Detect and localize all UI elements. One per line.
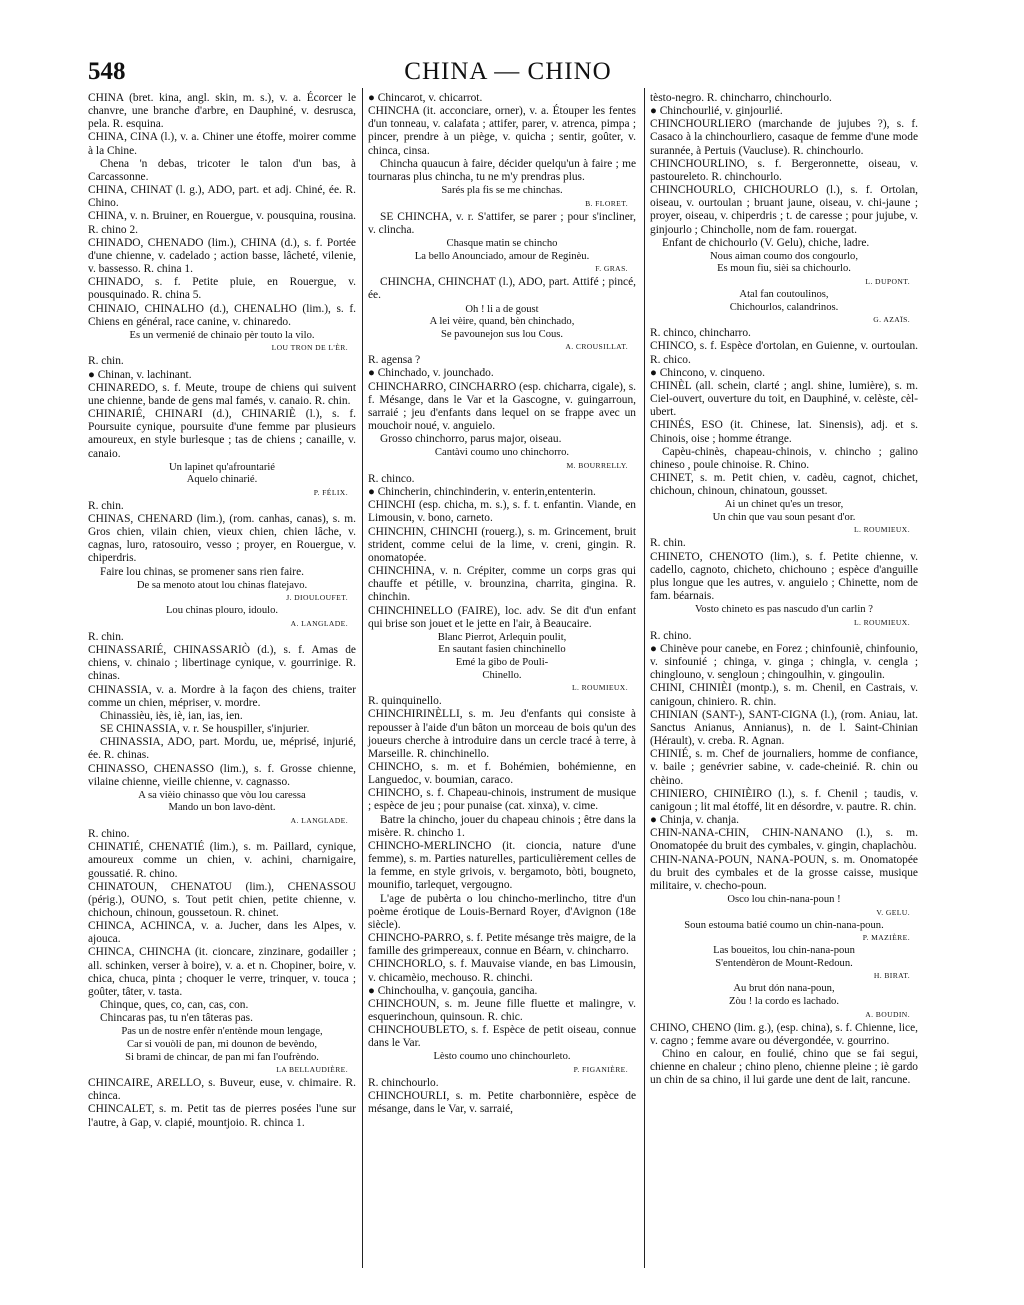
page-number: 548 xyxy=(88,58,126,85)
entry-subsense: Enfant de chichourlo (V. Gelu), chiche, ladre. xyxy=(662,236,870,249)
dictionary-entry: CHINAIO, CHINALHO (d.), CHENALHO (lim.), s. f. Chiens en général, race canine, v. chinaredo. xyxy=(88,302,356,328)
quotation xyxy=(650,983,918,1008)
quotation-source: L. ROUMIEUX. xyxy=(571,683,628,693)
dictionary-entry: CHINASSIA, v. a. Mordre à la façon des chiens, traiter comme un chien, mépriser, v. mordre. xyxy=(88,683,356,709)
quotation-line: S'entendèron de Mount-Redoun. xyxy=(715,957,853,969)
dictionary-entry: CHINÉS, ESO (it. Chinese, lat. Sinensis), adj. et s. Chinois, oise ; homme étrange. xyxy=(650,419,918,445)
quotation-line: Atal fan coutoulinos, xyxy=(739,289,829,301)
quotation xyxy=(650,604,918,617)
entry-subsense: SE CHINASSIA, v. r. Se houspiller, s'injurier. xyxy=(100,723,310,736)
dictionary-entry: CHINCAIRE, ARELLO, s. Buveur, euse, v. chimaire. R. chinca. xyxy=(88,1077,356,1103)
quotation-line: Es moun fiu, sièi sa chichourlo. xyxy=(717,263,851,275)
dictionary-entry: ● Chinchourlié, v. ginjourlié. xyxy=(650,105,783,118)
dictionary-entry: CHINARIÉ, CHINARI (d.), CHINARIÈ (l.), s. f. Poursuite cynique, poursuite d'une femme par plusieurs amoureux, en style burlesque ; tas de chiens ; canaille, v. canaio. xyxy=(88,408,356,460)
quotation-source: LA BELLAUDIÈRE. xyxy=(276,1065,348,1075)
quotation-line: Si brami de chincar, de pan mi fan l'oufrèndo. xyxy=(125,1051,319,1063)
quotation-line: Aquelo chinarié. xyxy=(186,474,258,486)
dictionary-entry: CHINATIÉ, CHENATIÉ (lim.), s. m. Paillard, cynique, amoureux comme un chien, v. achini, charnigaire, goussatié. R. chino. xyxy=(88,841,356,880)
entry-subsense: Faire lou chinas, se promener sans rien faire. xyxy=(100,565,305,578)
entry-subsense: Grosso chinchorro, parus major, oiseau. xyxy=(380,433,562,446)
dictionary-entry: CHINCHIN, CHINCHI (rouerg.), s. m. Grincement, bruit strident, comme celui de la lime, v. creni, gingin. R. onomatopée. xyxy=(368,525,636,564)
dictionary-column-1 xyxy=(88,92,356,1130)
entry-subsense: Capèu-chinès, chapeau-chinois, v. chincho ; galino chineso , poule chinoise. R. Chino. xyxy=(650,445,918,471)
dictionary-entry: CHINI, CHINIÈI (montp.), s. m. Chenil, en Castrais, v. canigoun, chiniero. R. chin. xyxy=(650,682,918,708)
dictionary-column-2 xyxy=(368,92,636,1117)
quotation xyxy=(88,605,356,618)
dictionary-entry: CHINA, CHINAT (l. g.), ADO, part. et adj. Chiné, ée. R. Chino. xyxy=(88,184,356,210)
dictionary-entry: CHINCHOURLO, CHICHOURLO (l.), s. f. Ortolan, oiseau, v. ourtoulan ; bruant jaune, oiseau, v. chi-jaune ; proyer, oiseau, v. chiperdris ; t. de caresse ; pour jujube, v. ginjourlo ; Chincholle, nom de fam. rouergat. xyxy=(650,184,918,236)
etymology-reference: R. chin. xyxy=(88,355,124,368)
quotation-line: Blanc Pierrot, Arlequin poulit, xyxy=(437,631,567,643)
dictionary-entry: ● Chinchado, v. jounchado. xyxy=(368,367,494,380)
dictionary-entry: CHINCO, s. f. Espèce d'ortolan, en Guienne, v. ourtoulan. R. chico. xyxy=(650,340,918,366)
quotation-line: Chinello. xyxy=(482,669,522,681)
etymology-reference: R. agensa ? xyxy=(368,354,421,367)
quotation-source: L. DUPONT. xyxy=(865,277,910,287)
dictionary-entry: CHINIAN (SANT-), SANT-CIGNA (l.), (rom. Aniau, lat. Sanctus Anianus, Annianus), n. de l. Saint-Chinian (Hérault), v. creba. R. Agnan. xyxy=(650,708,918,748)
quotation-source: A. LANGLADE. xyxy=(290,816,348,826)
quotation-source: J. DIOULOUFET. xyxy=(286,593,348,603)
quotation xyxy=(650,920,918,933)
quotation xyxy=(368,447,636,460)
quotation-line: Emé la gibo de Pouli- xyxy=(455,657,549,669)
quotation-source: L. ROUMIEUX. xyxy=(853,617,910,627)
dictionary-entry: CHINAREDO, s. f. Meute, troupe de chiens qui suivent une chienne, bande de gens mal famés, v. canaio. R. chin. xyxy=(88,381,356,407)
dictionary-entry: CHINATOUN, CHENATOU (lim.), CHENASSOU (périg.), OUNO, s. Tout petit chien, petite chienne, v. chichoun, chinoun, goussetoun. R. chinet. xyxy=(88,880,356,919)
quotation-source: P. MAZIÈRE. xyxy=(862,933,910,943)
quotation-source: P. FÉLIX. xyxy=(313,487,348,497)
entry-subsense: SE CHINCHA, v. r. S'attifer, se parer ; pour s'incliner, v. clincha. xyxy=(368,210,636,236)
etymology-reference: R. chino. xyxy=(88,828,130,841)
quotation xyxy=(368,238,636,263)
entry-subsense: CHINCHA, CHINCHAT (l.), ADO, part. Attifé ; pincé, ée. xyxy=(368,276,636,302)
etymology-reference: R. quinquinello. xyxy=(368,695,442,708)
quotation-source: F. GRAS. xyxy=(595,264,628,274)
quotation xyxy=(650,289,918,314)
quotation-line: Zòu ! la cordo es lachado. xyxy=(728,995,839,1007)
quotation-line: Nous aiman coumo dos congourlo, xyxy=(710,250,858,262)
dictionary-entry: CHINCHOURLINO, s. f. Bergeronnette, oiseau, v. pastoureleto. R. chinchourlo. xyxy=(650,157,918,183)
quotation-source: M. BOURRELLY. xyxy=(566,460,628,470)
quotation-line: Chasque matin se chincho xyxy=(446,238,558,249)
quotation-source: G. AZAÏS. xyxy=(873,315,910,325)
quotation-source: H. BIRAT. xyxy=(873,971,910,981)
dictionary-entry: CHINA (bret. kina, angl. skin, m. s.), v. a. Écorcer le chanvre, une branche d'arbre, en Dauphiné, v. desrusca, pela. R. esquina. xyxy=(88,92,356,131)
dictionary-entry: ● Chinan, v. lachinant. xyxy=(88,368,192,381)
quotation-line: De sa menoto atout lou chinas flatejavo. xyxy=(136,579,308,591)
quotation-line: Cantàvi coumo uno chinchorro. xyxy=(434,447,570,459)
quotation xyxy=(650,499,918,524)
dictionary-entry: CHINCHOUBLETO, s. f. Espèce de petit oiseau, connue dans le Var. xyxy=(368,1024,636,1050)
quotation-line: La bello Anounciado, amour de Reginèu. xyxy=(414,250,590,262)
quotation-source: V. GELU. xyxy=(876,907,910,917)
dictionary-entry: CHINASSARIÉ, CHINASSARIÒ (d.), s. f. Amas de chiens, v. chinaio ; libertinage cynique, v. gourrinige. R. chinas. xyxy=(88,644,356,683)
quotation xyxy=(650,894,918,907)
dictionary-entry: CHINCHARRO, CINCHARRO (esp. chicharra, cigale), s. f. Mésange, dans le Var et la Gascogne, v. guingarroun, sarraié ; jeu d'enfants dans lequel on se frappe avec un mouchoir noué, v. anguielo. xyxy=(368,380,636,433)
quotation-source: A. CROUSILLAT. xyxy=(565,342,628,352)
quotation-source: A. LANGLADE. xyxy=(290,618,348,628)
etymology-reference: R. chin. xyxy=(88,630,124,643)
entry-subsense: Chena 'n debas, tricoter le talon d'un bas, à Carcassonne. xyxy=(88,157,356,183)
dictionary-entry: CHINCHI (esp. chicha, m. s.), s. f. t. enfantin. Viande, en Limousin, v. bono, carneto. xyxy=(368,499,636,525)
quotation-line: Ai un chinet qu'es un tresor, xyxy=(724,499,844,511)
quotation-line: Lèsto coumo uno chinchourleto. xyxy=(433,1051,571,1063)
dictionary-entry: ● Chinja, v. chanja. xyxy=(650,814,740,827)
dictionary-entry: CHINCHOURLI, s. m. Petite charbonnière, espèce de mésange, dans le Var, v. sarraié, xyxy=(368,1090,636,1116)
quotation-source: A. BOUDIN. xyxy=(865,1009,910,1019)
dictionary-entry: CHINCA, CHINCHA (it. cioncare, zinzinare, godailler ; all. schinken, verser à boire), v. a. et n. Chopiner, boire, v. chica, chuca, pinta ; choquer le verre, trinquer, v. touca ; goûter, tâter, v. tasta. xyxy=(88,946,356,998)
column-divider xyxy=(362,88,363,1268)
dictionary-entry: CHINCHORLO, s. f. Mauvaise viande, en bas Limousin, v. chicamèio, mechouso. R. chinchi. xyxy=(368,958,636,984)
quotation-line: Sarés pla fis se me chinchas. xyxy=(441,185,563,197)
etymology-reference: R. chinco, chincharro. xyxy=(650,327,751,340)
quotation-line: A lei vèire, quand, bèn chinchado, xyxy=(429,316,575,328)
quotation-source: L. ROUMIEUX. xyxy=(853,525,910,535)
dictionary-entry: ● Chincarot, v. chicarrot. xyxy=(368,92,483,104)
entry-subsense: Chino en calour, en foulié, chino que se fai segui, chienne en chaleur ; chino pleno, chienne pleine ; iè gardo un chin de sa chino, il lui garde une dent de lait, rancune. xyxy=(650,1047,918,1087)
dictionary-entry: ● Chincherin, chinchinderin, v. enterin,ententerin. xyxy=(368,486,596,499)
quotation-line: Se pavounejon sus lou Cous. xyxy=(440,328,564,340)
entry-subsense: CHINASSIA, ADO, part. Mordu, ue, méprisé, injurié, ée. R. chinas. xyxy=(88,736,356,762)
quotation-line: Lou chinas plouro, idoulo. xyxy=(165,605,279,617)
quotation-line: Mando un bon lavo-dènt. xyxy=(168,802,276,814)
dictionary-entry: CHINCHINA, v. n. Crépiter, comme un corps gras qui chauffe et pétille, v. brounzina, charrita, gingina. R. chinchin. xyxy=(368,565,636,604)
dictionary-entry: CHINCHOURLIERO (marchande de jujubes ?), s. f. Casaco à la chinchourliero, casaque de femme d'une mode surannée, à Pertuis (Vaucluse). R. chinchourlo. xyxy=(650,118,918,157)
quotation-line: Un lapinet qu'afrountarié xyxy=(168,461,276,473)
dictionary-entry: CHINADO, s. f. Petite pluie, en Rouergue, v. pousquinado. R. china 5. xyxy=(88,276,356,302)
dictionary-entry: CHINCHO, s. f. Chapeau-chinois, instrument de musique ; espèce de jeu ; pour punaise (cat. xinxa), v. cime. xyxy=(368,787,636,813)
dictionary-entry: CHIN-NANA-CHIN, CHIN-NANANO (l.), s. m. Onomatopée du bruit des cymbales, v. gingin, chaplachòu. xyxy=(650,827,918,853)
quotation xyxy=(88,580,356,593)
quotation-line: Vosto chineto es pas nascudo d'un carlin ? xyxy=(695,604,873,616)
quotation-source: B. FLORET. xyxy=(585,198,628,208)
dictionary-entry: ● Chinève pour canebe, en Forez ; chinfouniè, chinfounio, v. sinfounié ; chinga, v. ginga ; chingla, v. cengla ; chinglouno, v. sengloun ; chingoulhin, v. gingoulin. xyxy=(650,643,918,682)
dictionary-entry: CHINIÉ, s. m. Chef de journaliers, homme de confiance, v. baile ; genévrier sabine, v. cade-cheinié. R. chin ou chèino. xyxy=(650,748,918,787)
entry-subsense: Chincaras pas, tu n'en tâteras pas. xyxy=(100,1012,253,1025)
dictionary-entry: CHINCHOUN, s. m. Jeune fille fluette et malingre, v. esquerinchoun, quinsoun. R. chic. xyxy=(368,997,636,1023)
etymology-reference: R. chinchourlo. xyxy=(368,1077,439,1090)
page-header xyxy=(88,58,928,92)
dictionary-entry: CHINCHO, s. m. et f. Bohémien, bohémienne, en Languedoc, v. boumian, caraco. xyxy=(368,761,636,787)
quotation xyxy=(88,462,356,487)
quotation-source: P. FIGANIÈRE. xyxy=(573,1065,628,1075)
dictionary-entry: CHINASSO, CHENASSO (lim.), s. f. Grosse chienne, vilaine chienne, vieille chienne, v. cagnasso. xyxy=(88,762,356,788)
quotation xyxy=(368,1051,636,1064)
quotation-line: Soun estouma batié coumo un chin-nana-poun. xyxy=(684,919,884,931)
quotation xyxy=(368,632,636,682)
quotation-line: En sautant fasien chinchinello xyxy=(438,644,566,656)
quotation-line: Osco lou chin-nana-poun ! xyxy=(727,893,841,905)
quotation-line: Chichourlos, calandrinos. xyxy=(729,301,839,313)
quotation xyxy=(88,790,356,815)
dictionary-entry: CHINCHIRINÈLLI, s. m. Jeu d'enfants qui consiste à repousser à l'aide d'un bâton un morceau de bois qu'un des joueurs cherche à introduire dans un cercle tracé à terre, à Marseille. R. chinchinello. xyxy=(368,708,636,760)
etymology-reference: R. chin. xyxy=(88,499,124,512)
dictionary-entry: CHINCHO-PARRO, s. f. Petite mésange très maigre, de la famille des grimpereaux, connue en Béarn, v. chincharro. xyxy=(368,932,636,958)
dictionary-entry: CHINCHO-MERLINCHO (it. cioncia, nature d'une femme), s. m. Parties naturelles, particulièrement celles de la femme, en style grivois, v. bergamoto, bòti, bougneto, mounifio, tarlequet, vergougno. xyxy=(368,839,636,892)
quotation xyxy=(650,251,918,276)
dictionary-entry: CHINA, CINA (l.), v. a. Chiner une étoffe, moirer comme à la Chine. xyxy=(88,131,356,157)
quotation xyxy=(88,330,356,343)
entry-subsense: Chincha quaucun à faire, décider quelqu'un à faire ; me tournaras plus chincha, tu ne m'y prendras plus. xyxy=(368,157,636,183)
quotation xyxy=(88,1026,356,1064)
dictionary-entry: CHINCA, ACHINCA, v. a. Jucher, dans les Alpes, v. ajouca. xyxy=(88,920,356,946)
column-divider xyxy=(644,88,645,1268)
quotation xyxy=(650,945,918,970)
dictionary-entry: CHINA, v. n. Bruiner, en Rouergue, v. pousquina, rousina. R. chino 2. xyxy=(88,210,356,236)
dictionary-entry: CHINO, CHENO (lim. g.), (esp. china), s. f. Chienne, lice, v. cagno ; femme avare ou dévergondée, v. gourrino. xyxy=(650,1021,918,1047)
quotation-source: LOU TRON DE L'ÈR. xyxy=(271,343,348,353)
dictionary-entry: CHINET, s. m. Petit chien, v. cadèu, cagnot, chichet, chichoun, chinoun, chinatoun, gousset. xyxy=(650,471,918,498)
entry-subsense: L'age de pubèrta o lou chincho-merlincho, titre d'un poème érotique de Louis-Bernard Royer, d'Avignon (18e siècle). xyxy=(368,892,636,931)
dictionary-entry: CHINETO, CHENOTO (lim.), s. f. Petite chienne, v. cadello, cagnoto, chicheto, chichouno ; espèce d'anguille plus longue que les autres, v. anguielo ; Chinette, nom de fam. béarnais. xyxy=(650,550,918,603)
quotation-line: Las boueitos, lou chin-nana-poun xyxy=(713,945,855,957)
entry-subsense: Chinque, ques, co, can, cas, con. xyxy=(100,999,249,1012)
entry-subsense: Batre la chincho, jouer du chapeau chinois ; être dans la misère. R. chincho 1. xyxy=(368,813,636,839)
etymology-reference: R. chinco. xyxy=(368,472,415,485)
running-head: CHINA — CHINO xyxy=(404,58,612,85)
entry-subsense: Chinassièu, iès, iè, ian, ias, ien. xyxy=(100,709,243,722)
quotation-line: Au brut dón nana-poun, xyxy=(733,983,835,995)
quotation-line: Es un vermenié de chinaio pèr touto la vilo. xyxy=(129,329,315,341)
dictionary-entry: CHIN-NANA-POUN, NANA-POUN, s. m. Onomatopée du bruit des cymbales et de la grosse caisse, musique militaire, v. checho-poun. xyxy=(650,853,918,892)
quotation-line: A sa vièio chinasso que vòu lou caressa xyxy=(138,789,306,801)
dictionary-entry: CHINAS, CHENARD (lim.), (rom. canhas, canas), s. m. Gros chien, vilain chien, vieux chien, chien lâche, v. cagnas, luro, ratosouiro, vesso ; proyer, en Rouergue, v. chiperdris. xyxy=(88,513,356,565)
quotation-line: Oh ! li a de goust xyxy=(465,303,539,315)
dictionary-entry: CHINADO, CHENADO (lim.), CHINA (d.), s. f. Portée d'une chienne, v. cadelado ; action basse, lâcheté, vilenie, v. bassesso. R. china 1. xyxy=(88,236,356,276)
quotation-line: Pas un de nostre enfèr n'entènde moun lengage, xyxy=(121,1026,323,1038)
quotation xyxy=(368,304,636,342)
dictionary-entry: ● Chinchoulha, v. gançouia, ganciha. xyxy=(368,984,538,997)
dictionary-entry: CHINCHINELLO (FAIRE), loc. adv. Se dit d'un enfant qui brise son jouet et le jette en l'air, à Beaucaire. xyxy=(368,604,636,630)
quotation-line: Un chin que vau soun pesant d'or. xyxy=(712,511,856,523)
dictionary-column-3 xyxy=(650,92,918,1087)
etymology-reference: R. chin. xyxy=(650,537,686,550)
quotation xyxy=(368,185,636,198)
etymology-reference: R. chino. xyxy=(650,629,692,642)
dictionary-entry: CHINIERO, CHINIÈIRO (l.), s. f. Chenil ; taudis, v. canigoun ; lit mal étoffé, lit en désordre, v. pautre. R. chin. xyxy=(650,787,918,813)
dictionary-entry: CHINÈL (all. schein, clarté ; angl. shine, lumière), s. m. Ciel-ouvert, ouverture du toit, en Dauphiné, v. celèste, cèl-ubert. xyxy=(650,379,918,419)
quotation-line: Car si vouòli de pan, mi dounon de bevèndo, xyxy=(126,1038,318,1050)
dictionary-entry: CHINCALET, s. m. Petit tas de pierres posées l'une sur l'autre, à Gap, v. clapié, mountjoio. R. chinca 1. xyxy=(88,1103,356,1129)
dictionary-entry: CHINCHA (it. acconciare, orner), v. a. Étouper les fentes d'un tonneau, v. calafata ; attifer, parer, v. atrenca, pimpa ; pincer, prendre à un piège, v. quicha ; sentir, goûter, v. chinca, cinsa. xyxy=(368,105,636,157)
dictionary-entry: ● Chincono, v. cinqueno. xyxy=(650,366,765,379)
dictionary-entry: tèsto-negro. R. chincharro, chinchourlo. xyxy=(650,92,832,104)
